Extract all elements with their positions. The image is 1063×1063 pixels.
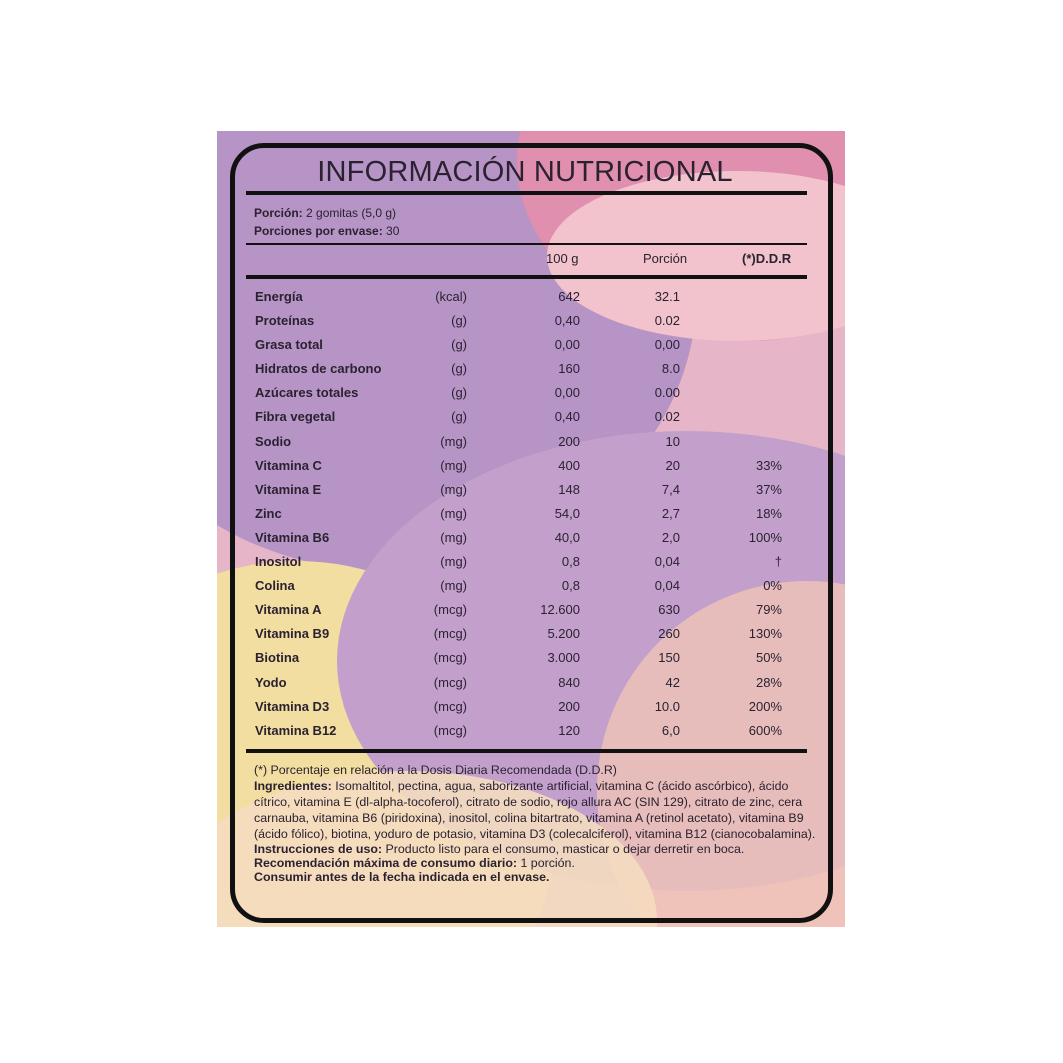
nutrient-per-portion: 0.02 <box>654 313 680 329</box>
nutrient-unit: (g) <box>451 337 467 353</box>
nutrient-per-portion: 8.0 <box>661 361 680 377</box>
nutrient-name: Fibra vegetal <box>255 409 336 425</box>
nutrient-per-100g: 12.600 <box>540 602 580 618</box>
nutrient-ddr: 200% <box>748 698 782 714</box>
nutrient-per-100g: 642 <box>558 289 580 304</box>
nutrient-ddr: 130% <box>748 626 782 642</box>
table-row <box>255 454 805 478</box>
table-row <box>255 550 805 574</box>
nutrient-per-100g: 200 <box>558 698 580 714</box>
nutrient-per-100g: 3.000 <box>547 650 580 666</box>
nutrient-name: Inositol <box>255 554 302 570</box>
nutrient-unit: (mg) <box>440 578 467 594</box>
instructions-label: Instrucciones de uso: <box>254 842 383 857</box>
table-row <box>255 405 805 429</box>
nutrient-unit: (g) <box>451 409 467 425</box>
nutrient-ddr: 33% <box>755 457 782 473</box>
nutrient-per-portion: 0,00 <box>654 337 680 353</box>
divider-rule <box>246 243 807 245</box>
nutrient-name: Vitamina A <box>255 602 322 618</box>
nutrient-per-portion: 32.1 <box>654 289 680 304</box>
nutrient-name: Biotina <box>255 650 300 666</box>
expiry-text: Consumir antes de la fecha indicada en el envase. <box>254 870 550 885</box>
nutrient-per-portion: 630 <box>658 602 680 618</box>
nutrient-unit: (mcg) <box>433 674 467 690</box>
column-header-ddr: (*)D.D.R <box>742 251 792 266</box>
nutrient-per-portion: 260 <box>658 626 680 642</box>
nutrient-per-100g: 5.200 <box>547 626 580 642</box>
table-row <box>255 695 805 719</box>
instructions-text: Producto listo para el consumo, masticar o dejar derretir en boca. <box>382 842 745 857</box>
nutrient-unit: (mcg) <box>433 722 467 738</box>
nutrient-per-100g: 0,8 <box>561 554 580 570</box>
table-row <box>255 574 805 598</box>
nutrient-per-portion: 0,04 <box>654 578 680 594</box>
instructions <box>254 842 820 856</box>
nutrient-unit: (g) <box>451 385 467 401</box>
nutrient-per-100g: 160 <box>558 361 580 377</box>
recommendation-label: Recomendación máxima de consumo diario: <box>254 856 518 871</box>
serving-size-label: Porción: <box>254 206 303 220</box>
serving-size-value: 2 gomitas (5,0 g) <box>302 206 397 220</box>
column-header-100g: 100 g <box>546 251 579 266</box>
nutrient-per-portion: 0.00 <box>654 385 680 401</box>
nutrient-per-portion: 2,7 <box>661 505 680 521</box>
nutrient-unit: (mg) <box>440 529 467 545</box>
nutrient-ddr: † <box>774 554 782 570</box>
nutrient-unit: (mg) <box>440 457 467 473</box>
table-row <box>255 333 805 357</box>
nutrient-name: Proteínas <box>255 313 315 329</box>
nutrient-per-portion: 0,04 <box>654 554 680 570</box>
nutrient-name: Colina <box>255 578 295 594</box>
nutrient-unit: (mcg) <box>433 626 467 642</box>
nutrient-unit: (mg) <box>440 505 467 521</box>
nutrient-per-portion: 10.0 <box>654 698 680 714</box>
divider-rule <box>246 275 807 279</box>
nutrient-per-100g: 840 <box>558 674 580 690</box>
label-footer <box>254 762 820 884</box>
nutrient-ddr: 100% <box>748 529 782 545</box>
nutrient-per-100g: 120 <box>558 722 580 738</box>
nutrient-per-100g: 54,0 <box>554 505 580 521</box>
nutrient-name: Vitamina D3 <box>255 698 330 714</box>
table-row <box>255 598 805 622</box>
serving-size <box>254 204 399 222</box>
nutrient-per-100g: 40,0 <box>554 529 580 545</box>
nutrient-table <box>255 285 805 743</box>
nutrient-ddr: 37% <box>755 481 782 497</box>
table-row <box>255 671 805 695</box>
nutrient-name: Azúcares totales <box>255 385 359 401</box>
nutrient-per-portion: 7,4 <box>661 481 680 497</box>
nutrient-name: Hidratos de carbono <box>255 361 382 377</box>
nutrient-name: Sodio <box>255 433 292 449</box>
nutrient-ddr: 50% <box>755 650 782 666</box>
table-row <box>255 381 805 405</box>
nutrient-per-100g: 0,40 <box>554 409 580 425</box>
table-row <box>255 285 805 309</box>
table-row <box>255 430 805 454</box>
serving-info <box>254 204 399 240</box>
daily-recommendation <box>254 856 820 870</box>
nutrient-unit: (mg) <box>440 554 467 570</box>
nutrient-per-portion: 42 <box>665 674 680 690</box>
nutrient-unit: (mcg) <box>433 650 467 666</box>
expiry-note <box>254 870 820 884</box>
nutrient-name: Grasa total <box>255 337 323 353</box>
nutrient-name: Vitamina B6 <box>255 529 330 545</box>
ingredients <box>254 778 820 842</box>
table-row <box>255 478 805 502</box>
nutrient-ddr: 18% <box>755 505 782 521</box>
table-row <box>255 357 805 381</box>
column-header-portion: Porción <box>643 251 688 266</box>
table-row <box>255 526 805 550</box>
nutrient-name: Vitamina B12 <box>255 722 337 738</box>
nutrient-per-100g: 148 <box>558 481 580 497</box>
nutrient-ddr: 28% <box>755 674 782 690</box>
nutrient-unit: (mg) <box>440 433 467 449</box>
nutrient-unit: (g) <box>451 361 467 377</box>
nutrient-ddr: 0% <box>763 578 782 594</box>
nutrient-name: Vitamina C <box>255 457 322 473</box>
table-row <box>255 719 805 743</box>
nutrient-per-100g: 0,8 <box>561 578 580 594</box>
table-row <box>255 646 805 670</box>
servings-per-container <box>254 222 399 240</box>
nutrient-name: Zinc <box>255 505 282 521</box>
panel-title: INFORMACIÓN NUTRICIONAL <box>317 156 733 188</box>
nutrient-unit: (g) <box>451 313 467 329</box>
nutrient-unit: (mcg) <box>433 698 467 714</box>
nutrient-name: Vitamina B9 <box>255 626 330 642</box>
ingredients-label: Ingredientes: <box>254 779 332 794</box>
servings-value: 30 <box>382 224 400 238</box>
nutrient-name: Vitamina E <box>255 481 322 497</box>
servings-label: Porciones por envase: <box>254 224 383 238</box>
nutrient-per-portion: 2,0 <box>661 529 680 545</box>
nutrient-unit: (kcal) <box>435 289 467 304</box>
table-row <box>255 622 805 646</box>
nutrient-per-100g: 400 <box>558 457 580 473</box>
ingredients-text: Isomaltitol, pectina, agua, saborizante artificial, vitamina C (ácido ascórbico), ácido cítrico, vitamina E (dl-alpha-tocoferol), citrato de sodio, rojo allura AC (SIN 129), citrato de zinc, cera carnauba, vitamina B6 (piridoxina), inositol, colina bitartrato, vitamina A (retinol acetato), vitamina B9 (ácido fólico), biotina, yoduro de potasio, vitamina D3 (colecalciferol), vitamina B12 (cianocobalamina). <box>254 779 816 842</box>
nutrient-ddr: 79% <box>755 602 782 618</box>
nutrient-ddr: 600% <box>748 722 782 738</box>
nutrient-name: Energía <box>255 289 303 304</box>
nutrient-per-100g: 0,00 <box>554 337 580 353</box>
nutrient-per-100g: 200 <box>558 433 580 449</box>
nutrient-per-portion: 150 <box>658 650 680 666</box>
divider-rule <box>246 749 807 753</box>
nutrient-unit: (mcg) <box>433 602 467 618</box>
nutrient-per-portion: 0.02 <box>654 409 680 425</box>
nutrient-per-100g: 0,00 <box>554 385 580 401</box>
recommendation-text: 1 porción. <box>517 856 575 871</box>
nutrient-per-100g: 0,40 <box>554 313 580 329</box>
table-row <box>255 309 805 333</box>
nutrient-per-portion: 10 <box>665 433 680 449</box>
nutrient-per-portion: 20 <box>665 457 680 473</box>
divider-rule <box>246 191 807 195</box>
table-row <box>255 502 805 526</box>
ddr-footnote: (*) Porcentaje en relación a la Dosis Diaria Recomendada (D.D.R) <box>254 763 617 777</box>
nutrient-per-portion: 6,0 <box>661 722 680 738</box>
nutrient-unit: (mg) <box>440 481 467 497</box>
nutrient-name: Yodo <box>255 674 287 690</box>
